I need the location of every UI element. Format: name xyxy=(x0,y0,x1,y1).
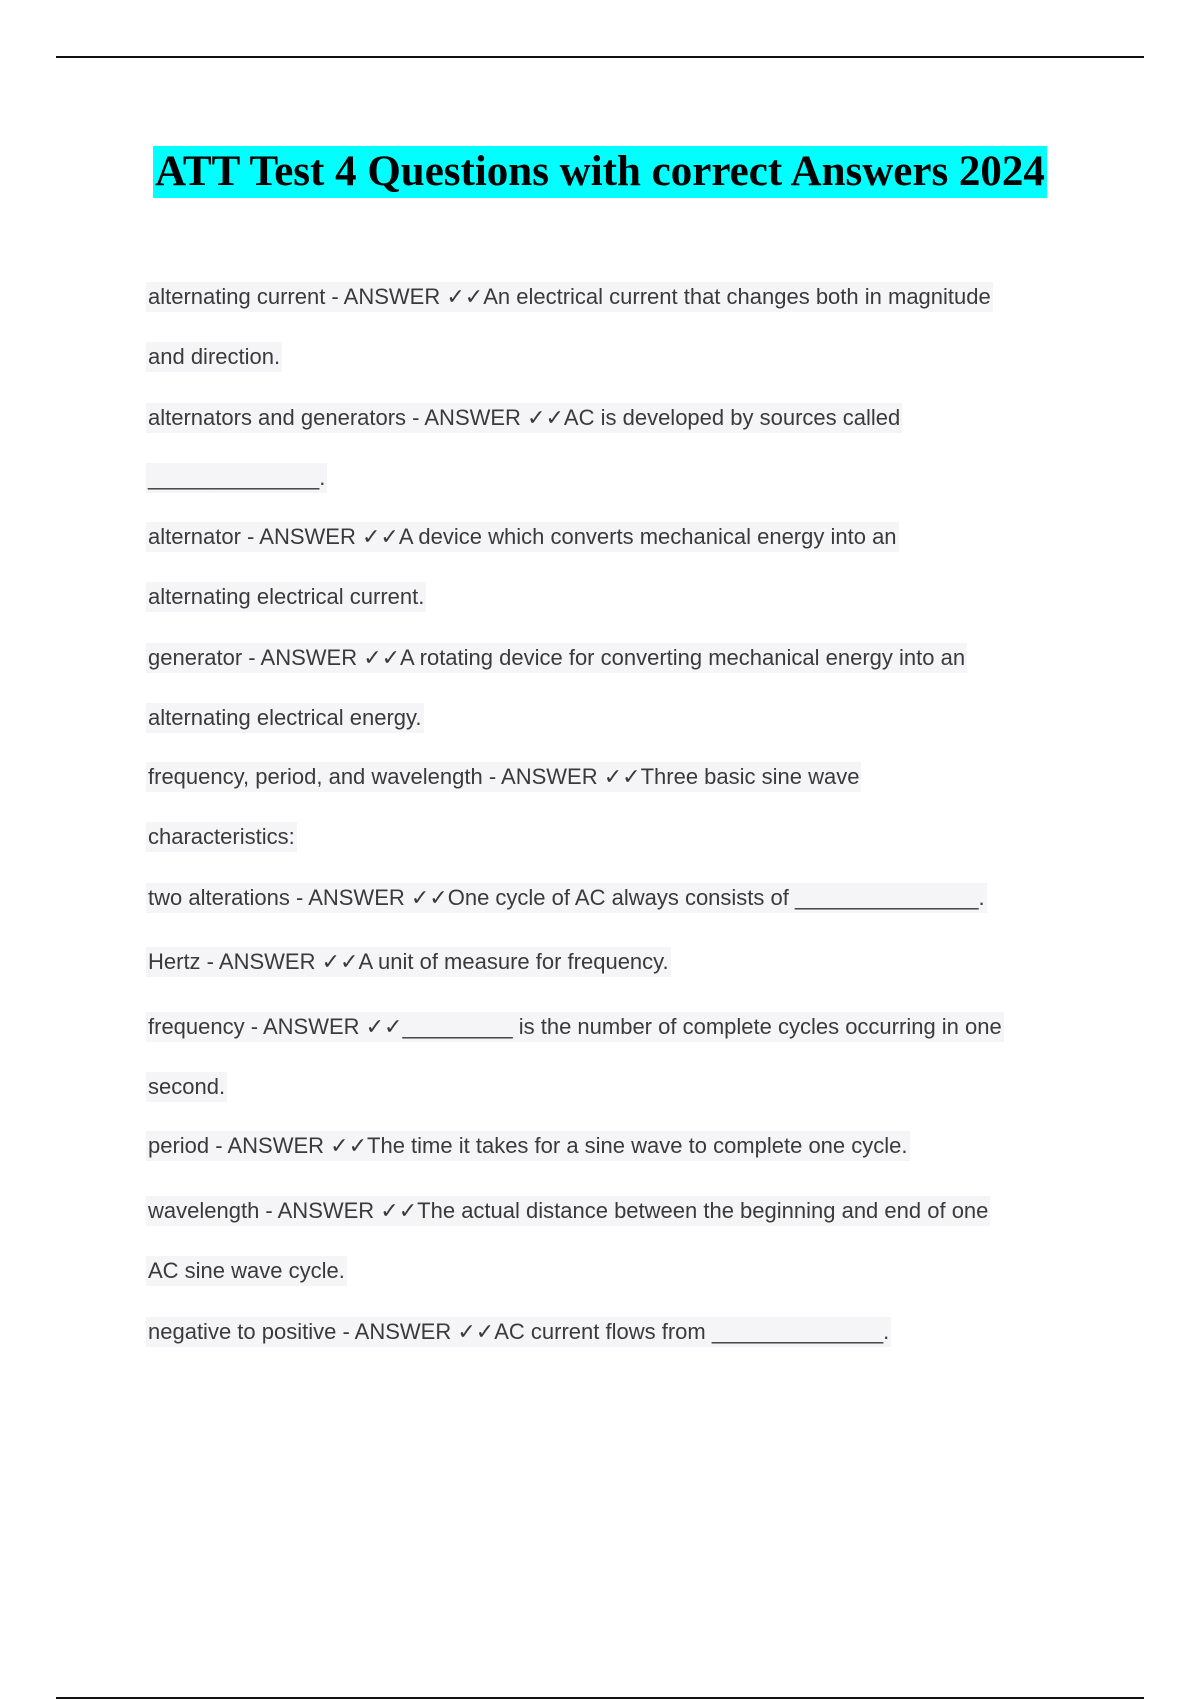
qa-entry-line: alternators and generators - ANSWER ✓✓AC is developed by sources called xyxy=(146,403,902,433)
qa-entry-line: negative to positive - ANSWER ✓✓AC current flows from ______________. xyxy=(146,1317,891,1347)
qa-entry-line: alternating current - ANSWER ✓✓An electrical current that changes both in magnitude xyxy=(146,282,993,312)
qa-entry-line: characteristics: xyxy=(146,822,297,852)
qa-entry-line: AC sine wave cycle. xyxy=(146,1256,347,1286)
top-divider xyxy=(56,56,1144,58)
title-container xyxy=(0,146,1200,198)
qa-entry-line: Hertz - ANSWER ✓✓A unit of measure for frequency. xyxy=(146,947,671,977)
qa-entry-line: and direction. xyxy=(146,342,282,372)
qa-entry-line: ______________. xyxy=(146,463,327,493)
bottom-divider xyxy=(56,1697,1144,1699)
qa-entry-line: frequency - ANSWER ✓✓_________ is the number of complete cycles occurring in one xyxy=(146,1012,1004,1042)
qa-entry-line: alternator - ANSWER ✓✓A device which converts mechanical energy into an xyxy=(146,522,899,552)
qa-entry-line: alternating electrical energy. xyxy=(146,703,424,733)
qa-entry-line: alternating electrical current. xyxy=(146,582,426,612)
qa-entry-line: wavelength - ANSWER ✓✓The actual distance between the beginning and end of one xyxy=(146,1196,990,1226)
document-title: ATT Test 4 Questions with correct Answers 2024 xyxy=(153,146,1047,198)
qa-entry-line: generator - ANSWER ✓✓A rotating device for converting mechanical energy into an xyxy=(146,643,967,673)
qa-entry-line: two alterations - ANSWER ✓✓One cycle of AC always consists of _______________. xyxy=(146,883,987,913)
qa-entry-line: second. xyxy=(146,1072,227,1102)
qa-entry-line: period - ANSWER ✓✓The time it takes for a sine wave to complete one cycle. xyxy=(146,1131,910,1161)
qa-entry-line: frequency, period, and wavelength - ANSWER ✓✓Three basic sine wave xyxy=(146,762,861,792)
